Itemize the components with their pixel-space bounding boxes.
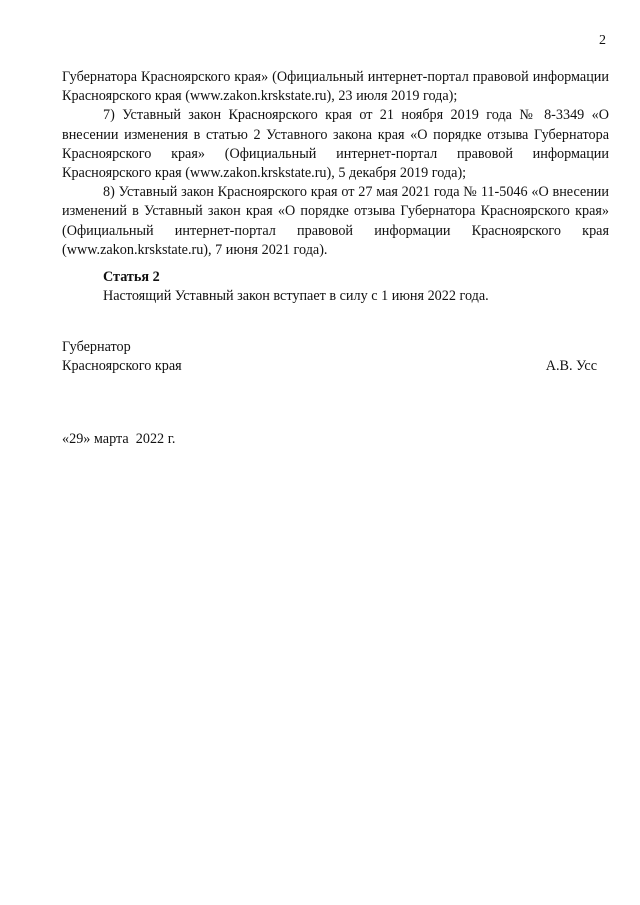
signing-date: «29» марта 2022 г. — [62, 431, 176, 447]
article-2-section — [62, 268, 609, 306]
signatory-title-line1: Губернатор — [62, 339, 131, 355]
article-text: Настоящий Уставный закон вступает в силу с 1 июня 2022 года. — [103, 288, 489, 305]
signatory-name: А.В. Усс — [545, 358, 597, 375]
signature-block — [62, 338, 597, 376]
signatory-title-line2: Красноярского края — [62, 358, 182, 375]
page-number: 2 — [599, 33, 606, 48]
article-heading: Статья 2 — [103, 269, 160, 285]
paragraph-item-8: 8) Уставный закон Красноярского края от 27 мая 2021 года № 11-5046 «О внесении изменений в Уставный закон края «О порядке отзыва Губернатора Красноярского края» (Официальный интернет-портал правовой информации Красноярского края (www.zakon.krskstate.ru), 7 июня 2021 года). — [62, 184, 609, 258]
paragraph-item-7: 7) Уставный закон Красноярского края от 21 ноября 2019 года № 8-3349 «О внесении изменения в статью 2 Уставного закона края «О порядке отзыва Губернатора Красноярского края» (Официальный интернет-портал правовой информации Красноярского края (www.zakon.krskstate.ru), 5 декабря 2019 года); — [62, 107, 609, 182]
paragraph-continuation: Губернатора Красноярского края» (Официальный интернет-портал правовой информации Красноярского края (www.zakon.krskstate.ru), 23 июля 2019 года); — [62, 69, 609, 105]
document-body — [62, 68, 609, 260]
signature-row — [62, 357, 597, 376]
